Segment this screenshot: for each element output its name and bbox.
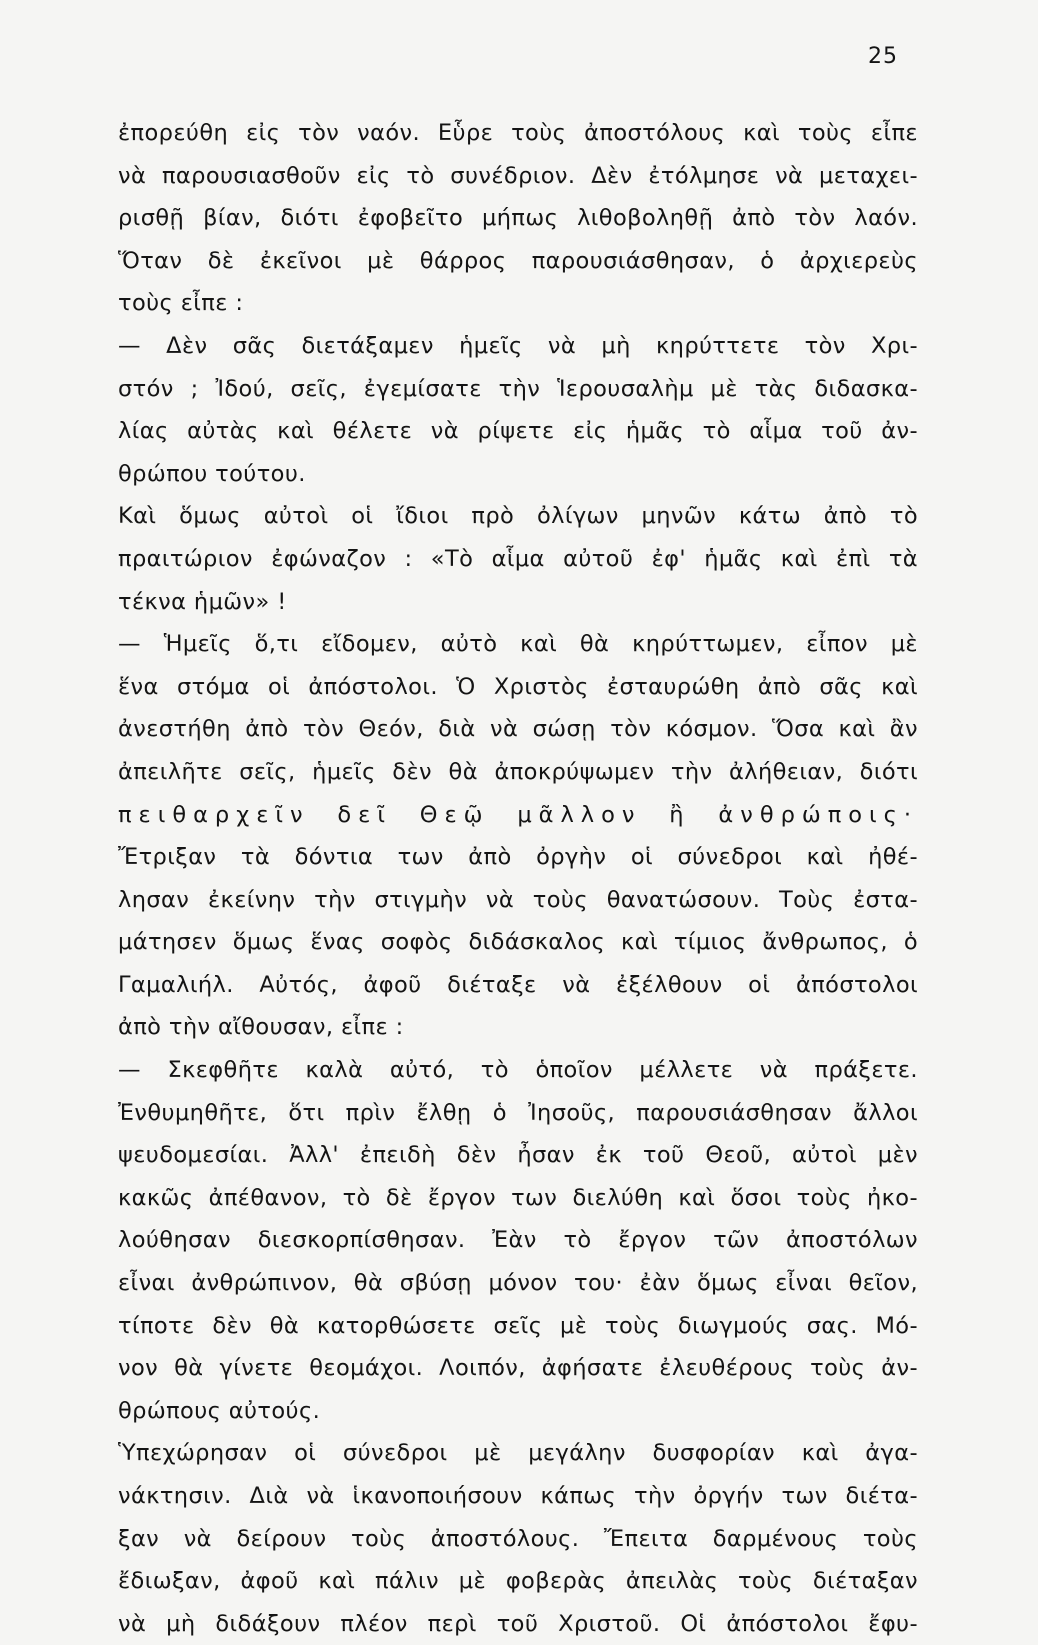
text-line: θρώπου τούτου. [118, 460, 306, 487]
text-line: μάτησεν ὅμως ἕνας σοφὸς διδάσκαλος καὶ τίμιος ἄνθρωπος, ὁ [118, 929, 918, 956]
text-line: ἀπὸ τὴν αἴθουσαν, εἶπε : [118, 1014, 404, 1041]
text-line: ἔδιωξαν, ἀφοῦ καὶ πάλιν μὲ φοβερὰς ἀπειλὰς τοὺς διέταξαν [118, 1568, 918, 1595]
text-line: στόν ; Ἰδού, σεῖς, ἐγεμίσατε τὴν Ἱερουσαλὴμ μὲ τὰς διδασκα- [118, 375, 918, 402]
text-line: Ἔτριξαν τὰ δόντια των ἀπὸ ὀργὴν οἱ σύνεδροι καὶ ἠθέ- [118, 844, 918, 871]
text-line: ψευδομεσίαι. Ἀλλ' ἐπειδὴ δὲν ἦσαν ἐκ τοῦ Θεοῦ, αὐτοὶ μὲν [118, 1142, 918, 1169]
text-line: νάκτησιν. Διὰ νὰ ἱκανοποιήσουν κάπως τὴν ὀργήν των διέτα- [118, 1483, 918, 1509]
text-line: λούθησαν διεσκορπίσθησαν. Ἐὰν τὸ ἔργον τῶν ἀποστόλων [118, 1227, 918, 1254]
text-line: Καὶ ὅμως αὐτοὶ οἱ ἴδιοι πρὸ ὀλίγων μηνῶν κάτω ἀπὸ τὸ [118, 503, 918, 530]
text-line: ἀπειλῆτε σεῖς, ἡμεῖς δὲν θὰ ἀποκρύψωμεν τὴν ἀλήθειαν, διότι [118, 758, 918, 785]
text-line: — Δὲν σᾶς διετάξαμεν ἡμεῖς νὰ μὴ κηρύττετε τὸν Χρι- [118, 332, 918, 359]
text-line: εἶναι ἀνθρώπινον, θὰ σβύσῃ μόνον του· ἐὰν ὅμως εἶναι θεῖον, [118, 1270, 918, 1297]
text-line: ξαν νὰ δείρουν τοὺς ἀποστόλους. Ἔπειτα δαρμένους τοὺς [118, 1525, 918, 1552]
text-line: Ὅταν δὲ ἐκεῖνοι μὲ θάρρος παρουσιάσθησαν, ὁ ἀρχιερεὺς [118, 247, 918, 274]
text-line: — Σκεφθῆτε καλὰ αὐτό, τὸ ὁποῖον μέλλετε νὰ πράξετε. [118, 1057, 918, 1084]
text-line: νον θὰ γίνετε θεομάχοι. Λοιπόν, ἀφήσατε ἐλευθέρους τοὺς ἀν- [118, 1355, 918, 1382]
text-line: πειθαρχεῖν δεῖ Θεῷ μᾶλλον ἢ ἀνθρώποις· [118, 801, 918, 828]
text-line: ἀνεστήθη ἀπὸ τὸν Θεόν, διὰ νὰ σώσῃ τὸν κόσμον. Ὅσα καὶ ἂν [118, 716, 918, 743]
text-line: κακῶς ἀπέθανον, τὸ δὲ ἔργον των διελύθη καὶ ὅσοι τοὺς ἠκο- [118, 1184, 918, 1211]
text-line: θρώπους αὐτούς. [118, 1397, 321, 1424]
text-line: ἕνα στόμα οἱ ἀπόστολοι. Ὁ Χριστὸς ἐσταυρώθη ἀπὸ σᾶς καὶ [118, 673, 918, 700]
text-line: νὰ παρουσιασθοῦν εἰς τὸ συνέδριον. Δὲν ἐτόλμησε νὰ μεταχει- [118, 162, 918, 189]
text-line: τίποτε δὲν θὰ κατορθώσετε σεῖς μὲ τοὺς διωγμούς σας. Μό- [118, 1312, 918, 1339]
text-line: Γαμαλιήλ. Αὐτός, ἀφοῦ διέταξε νὰ ἐξέλθουν οἱ ἀπόστολοι [118, 971, 918, 998]
text-line: Ἐνθυμηθῆτε, ὅτι πρὶν ἔλθῃ ὁ Ἰησοῦς, παρουσιάσθησαν ἄλλοι [118, 1099, 918, 1126]
text-line: νὰ μὴ διδάξουν πλέον περὶ τοῦ Χριστοῦ. Οἱ ἀπόστολοι ἔφυ- [118, 1610, 918, 1637]
text-line: τέκνα ἡμῶν» ! [118, 588, 287, 615]
text-body [118, 112, 918, 1645]
text-line: λίας αὐτὰς καὶ θέλετε νὰ ρίψετε εἰς ἡμᾶς τὸ αἷμα τοῦ ἀν- [118, 418, 918, 445]
text-line: — Ἡμεῖς ὅ,τι εἴδομεν, αὐτὸ καὶ θὰ κηρύττωμεν, εἶπον μὲ [118, 631, 918, 658]
text-line: ρισθῇ βίαν, διότι ἐφοβεῖτο μήπως λιθοβοληθῇ ἀπὸ τὸν λαόν. [118, 205, 918, 232]
text-line: πραιτώριον ἐφώναζον : «Τὸ αἷμα αὐτοῦ ἐφ' ἡμᾶς καὶ ἐπὶ τὰ [118, 545, 918, 572]
text-line: λησαν ἐκείνην τὴν στιγμὴν νὰ τοὺς θανατώσουν. Τοὺς ἐστα- [118, 886, 918, 913]
text-line: τοὺς εἶπε : [118, 290, 244, 317]
text-line: Ὑπεχώρησαν οἱ σύνεδροι μὲ μεγάλην δυσφορίαν καὶ ἀγα- [118, 1440, 918, 1467]
page-number: 25 [868, 44, 898, 69]
text-line: ἐπορεύθη εἰς τὸν ναόν. Εὗρε τοὺς ἀποστόλους καὶ τοὺς εἶπε [118, 120, 918, 146]
